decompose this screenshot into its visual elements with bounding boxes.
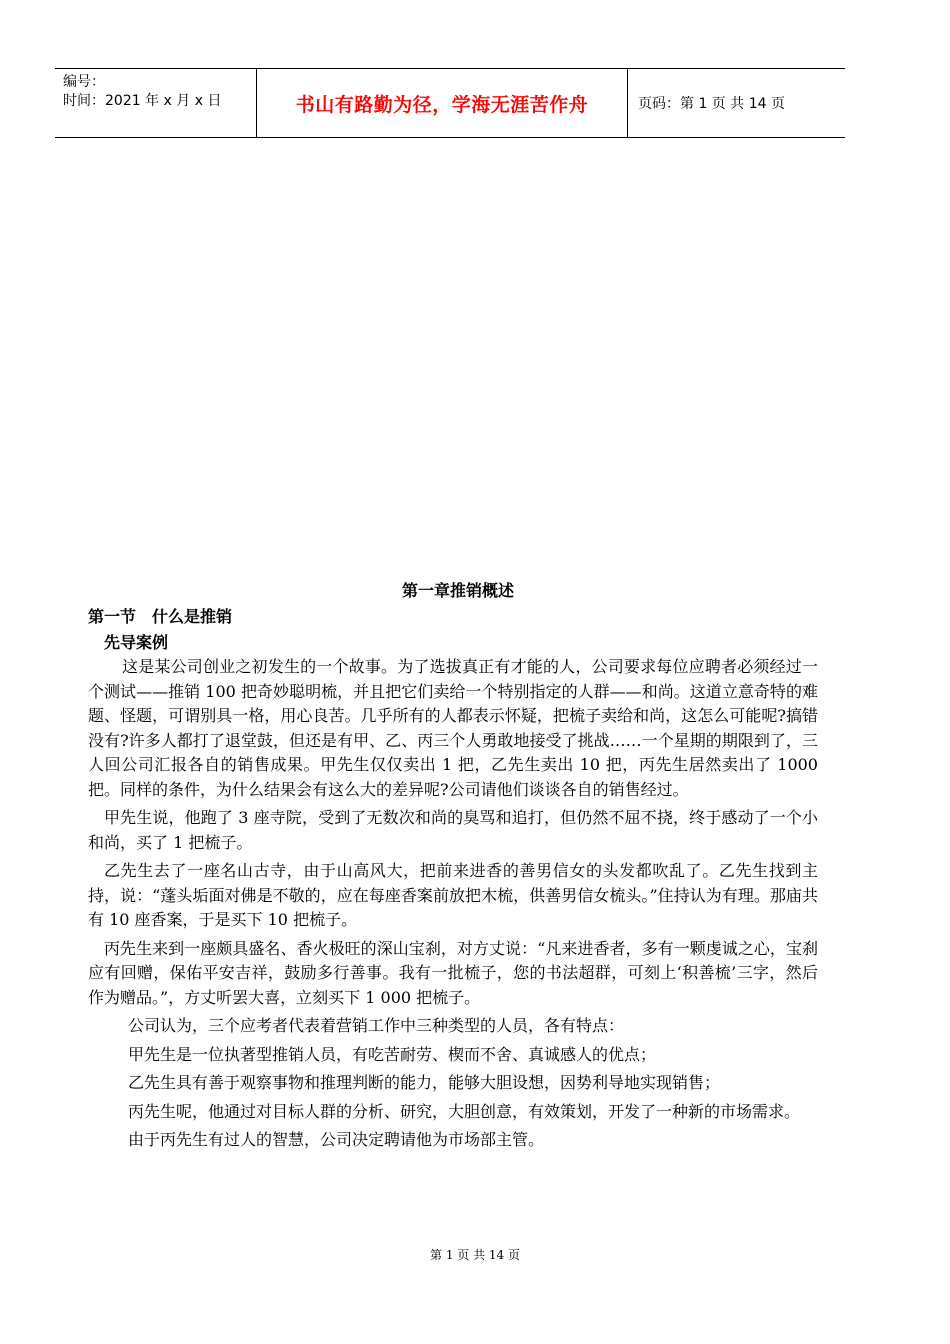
paragraph: 甲先生说，他跑了 3 座寺院，受到了无数次和尚的臭骂和追打，但仍然不屈不挠，终于感动了一个小和尚，买了 1 把梳子。 — [88, 808, 818, 852]
paragraph: 乙先生去了一座名山古寺，由于山高风大，把前来进香的善男信女的头发都吹乱了。乙先生找到主持，说：“蓬头垢面对佛是不敬的，应在每座香案前放把木梳，供善男信女梳头。”住持认为有理。那庙共有 10 座香案，于是买下 10 把梳子。 — [88, 861, 818, 929]
header-table — [55, 68, 845, 138]
paragraph: 丙先生呢，他通过对目标人群的分析、研究，大胆创意，有效策划，开发了一种新的市场需求。 — [128, 1101, 801, 1121]
page-footer: 第 1 页 共 14 页 — [430, 1248, 520, 1262]
paragraph: 这是某公司创业之初发生的一个故事。为了选拔真正有才能的人，公司要求每位应聘者必须经过一个测试——推销 100 把奇妙聪明梳，并且把它们卖给一个特别指定的人群——和尚。这道立意奇特的难题、怪题，可谓别具一格，用心良苦。几乎所有的人都表示怀疑，把梳子卖给和尚，这怎么可能呢?搞错没有?许多人都打了退堂鼓，但还是有甲、乙、丙三个人勇敢地接受了挑战……一个星期的期限到了，三人回公司汇报各自的销售成果。甲先生仅仅卖出 1 把，乙先生卖出 10 把，丙先生居然卖出了 1000 把。同样的条件，为什么结果会有这么大的差异呢?公司请他们谈谈各自的销售经过。 — [88, 657, 818, 799]
paragraph: 由于丙先生有过人的智慧，公司决定聘请他为市场部主管。 — [128, 1130, 545, 1149]
header-meta — [55, 69, 256, 137]
time-label: 时间：2021 年 x 月 x 日 — [63, 93, 222, 109]
header-page-info: 页码：第 1 页 共 14 页 — [638, 96, 785, 112]
section-title: 第一节 什么是推销 — [88, 607, 233, 626]
paragraph: 公司认为，三个应考者代表着营销工作中三种类型的人员，各有特点： — [128, 1016, 625, 1035]
motto: 书山有路勤为径，学海无涯苦作舟 — [295, 93, 589, 116]
number-label: 编号： — [63, 74, 105, 90]
paragraph: 丙先生来到一座颇具盛名、香火极旺的深山宝刹，对方丈说：“凡来进香者，多有一颗虔诚之心，宝刹应有回赠，保佑平安吉祥，鼓励多行善事。我有一批梳子，您的书法超群，可刻上‘积善梳’三字，然后作为赠品。”，方丈听罢大喜，立刻买下 1 000 把梳子。 — [88, 938, 818, 1007]
case-title: 先导案例 — [104, 633, 169, 652]
document-body — [88, 578, 818, 1153]
paragraph: 甲先生是一位执著型推销人员，有吃苦耐劳、楔而不舍、真诚感人的优点； — [128, 1044, 657, 1064]
paragraph: 乙先生具有善于观察事物和推理判断的能力，能够大胆设想，因势利导地实现销售； — [128, 1073, 721, 1092]
header-motto-cell — [256, 69, 628, 137]
chapter-title: 第一章推销概述 — [401, 581, 514, 600]
